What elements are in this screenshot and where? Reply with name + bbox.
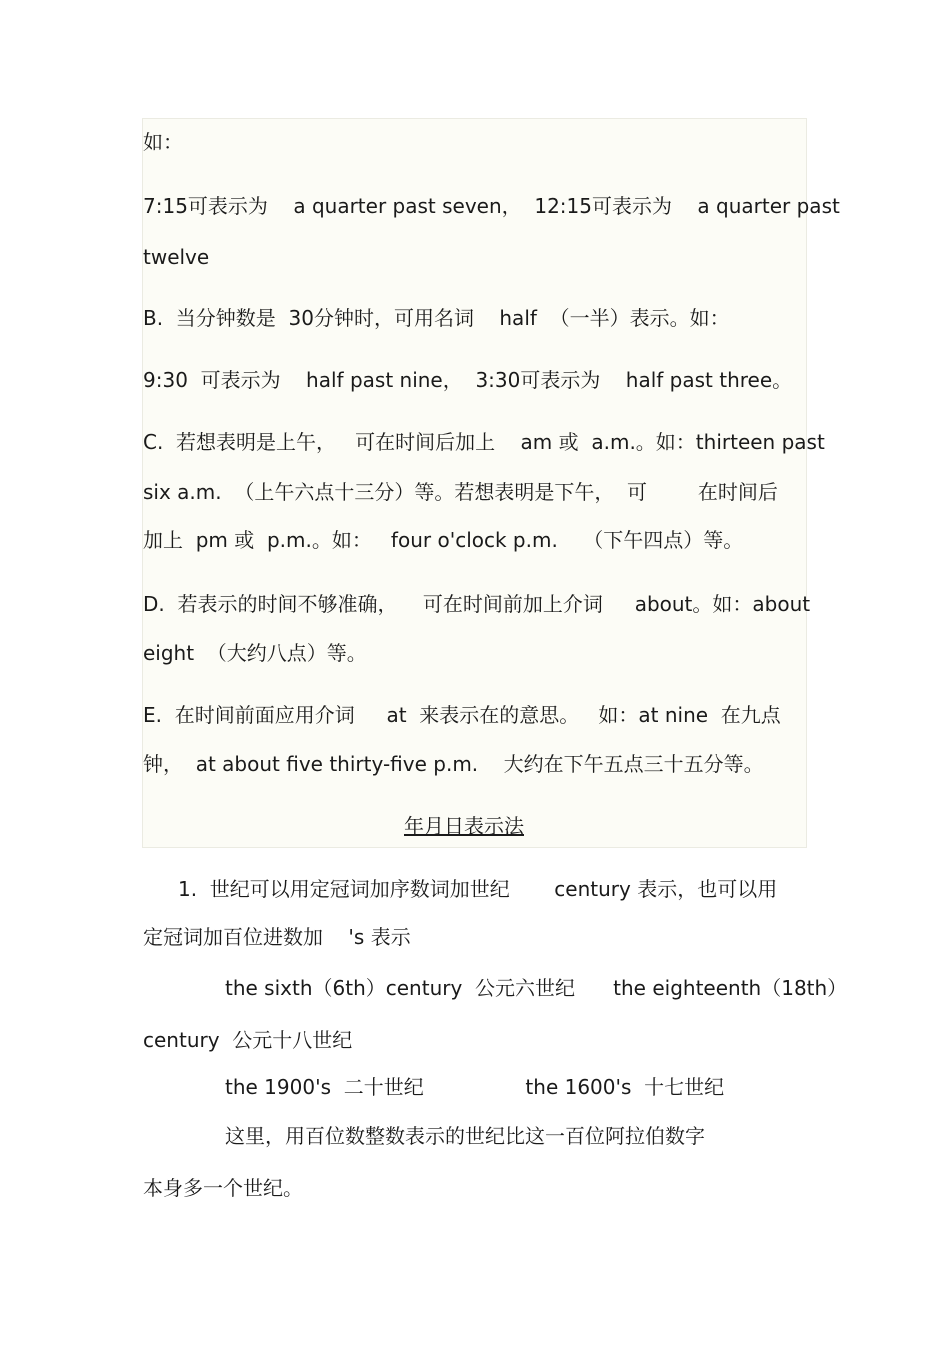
text-line: E. 在时间前面应用介词 at 来表示在的意思。 如：at nine 在九点 bbox=[143, 703, 781, 727]
text-line: century 公元十八世纪 bbox=[143, 1028, 353, 1052]
text-line: 如： bbox=[143, 130, 183, 154]
text-line: the 1900's 二十世纪 the 1600's 十七世纪 bbox=[225, 1075, 725, 1099]
text-line: 9:30 可表示为 half past nine， 3:30可表示为 half past three。 bbox=[143, 368, 793, 392]
text-line: 本身多一个世纪。 bbox=[143, 1176, 303, 1200]
text-line: 加上 pm 或 p.m.。如： four o'clock p.m. （下午四点）等。 bbox=[143, 528, 744, 552]
text-line: six a.m. （上午六点十三分）等。若想表明是下午， 可 在时间后 bbox=[143, 480, 778, 504]
text-line: 1. 世纪可以用定冠词加序数词加世纪 century 表示，也可以用 bbox=[178, 877, 778, 901]
text-line: 7:15可表示为 a quarter past seven， 12:15可表示为 a quarter past bbox=[143, 194, 840, 218]
text-line: 定冠词加百位进数加 's 表示 bbox=[143, 925, 411, 949]
section-heading: 年月日表示法 bbox=[404, 814, 524, 838]
text-line: 这里，用百位数整数表示的世纪比这一百位阿拉伯数字 bbox=[225, 1124, 705, 1148]
text-line: C. 若想表明是上午， 可在时间后加上 am 或 a.m.。如：thirteen past bbox=[143, 430, 825, 454]
text-line: the sixth（6th）century 公元六世纪 the eighteenth（18th） bbox=[225, 976, 848, 1000]
text-line: eight （大约八点）等。 bbox=[143, 641, 367, 665]
text-line: B. 当分钟数是 30分钟时，可用名词 half （一半）表示。如： bbox=[143, 306, 730, 330]
text-line: 钟， at about five thirty-five p.m. 大约在下午五点三十五分等。 bbox=[143, 752, 764, 776]
text-line: twelve bbox=[143, 245, 210, 269]
text-line: D. 若表示的时间不够准确， 可在时间前加上介词 about。如：about bbox=[143, 592, 811, 616]
